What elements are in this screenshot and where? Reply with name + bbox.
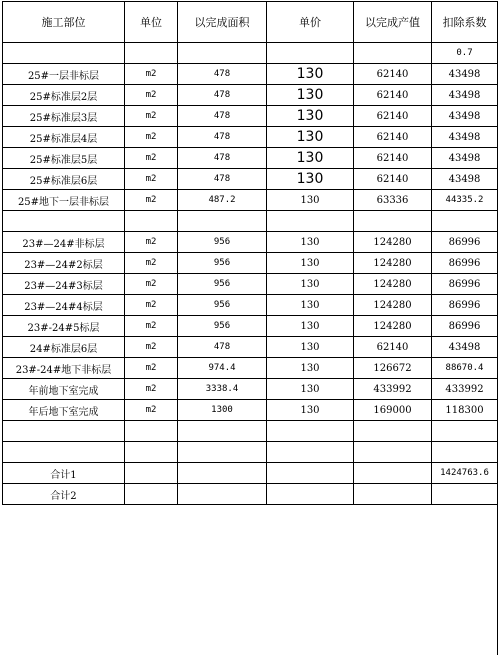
cell-deduct: 43498 — [432, 85, 498, 106]
cell-area: 1300 — [178, 400, 267, 421]
cell-price: 130 — [267, 337, 354, 358]
cell-deduct — [432, 211, 498, 232]
cell-deduct: 86996 — [432, 295, 498, 316]
cell-area — [178, 442, 267, 463]
table-row — [3, 442, 498, 463]
cell-price: 130 — [267, 316, 354, 337]
cell-deduct: 118300 — [432, 400, 498, 421]
cell — [354, 463, 432, 484]
header-unit: 单位 — [125, 2, 178, 43]
cell-area: 956 — [178, 295, 267, 316]
cell-unit: m2 — [125, 148, 178, 169]
cell-area: 478 — [178, 85, 267, 106]
table-row — [3, 316, 498, 337]
cell-unit: m2 — [125, 337, 178, 358]
cell-price: 130 — [267, 127, 354, 148]
cell-value: 62140 — [354, 169, 432, 190]
cell-value — [354, 211, 432, 232]
table-row — [3, 127, 498, 148]
cell-value: 62140 — [354, 64, 432, 85]
total-deduct: 1424763.6 — [432, 463, 498, 484]
header-price: 单价 — [267, 2, 354, 43]
cell-part: 23#—24#4标层 — [3, 295, 125, 316]
cell — [178, 484, 267, 505]
cell-unit: m2 — [125, 379, 178, 400]
cell-value: 63336 — [354, 190, 432, 211]
cell-unit: m2 — [125, 127, 178, 148]
cell-price: 130 — [267, 295, 354, 316]
table-row — [3, 337, 498, 358]
cell-area: 956 — [178, 316, 267, 337]
cell-value: 433992 — [354, 379, 432, 400]
total-label: 合计1 — [3, 463, 125, 484]
cell-area: 478 — [178, 106, 267, 127]
cell-price — [267, 211, 354, 232]
cell-price: 130 — [267, 253, 354, 274]
cell-value: 124280 — [354, 274, 432, 295]
cell-part: 25#标准层5层 — [3, 148, 125, 169]
cell-deduct: 43498 — [432, 64, 498, 85]
cell-unit: m2 — [125, 169, 178, 190]
table-row — [3, 211, 498, 232]
cell-unit: m2 — [125, 358, 178, 379]
cell-value: 124280 — [354, 316, 432, 337]
header-area: 以完成面积 — [178, 2, 267, 43]
cell-area: 478 — [178, 148, 267, 169]
cell-part: 25#地下一层非标层 — [3, 190, 125, 211]
cell-value: 62140 — [354, 127, 432, 148]
cell-value: 62140 — [354, 106, 432, 127]
total-deduct — [432, 484, 498, 505]
cell-deduct: 86996 — [432, 316, 498, 337]
cell-area: 478 — [178, 169, 267, 190]
cell-value: 62140 — [354, 85, 432, 106]
table-row — [3, 274, 498, 295]
cell-price: 130 — [267, 85, 354, 106]
table-row — [3, 358, 498, 379]
cell-price: 130 — [267, 274, 354, 295]
cell — [178, 43, 267, 64]
cell — [267, 484, 354, 505]
cell-part: 25#标准层2层 — [3, 85, 125, 106]
table-row — [3, 64, 498, 85]
cell — [125, 484, 178, 505]
cell — [267, 463, 354, 484]
cell-unit — [125, 442, 178, 463]
cell-price: 130 — [267, 148, 354, 169]
table-row — [3, 400, 498, 421]
cell-area: 956 — [178, 274, 267, 295]
cell — [3, 43, 125, 64]
table-row — [3, 85, 498, 106]
cell-part: 年前地下室完成 — [3, 379, 125, 400]
cell-value: 62140 — [354, 337, 432, 358]
cell-part — [3, 211, 125, 232]
cell-part: 25#一层非标层 — [3, 64, 125, 85]
cell-unit: m2 — [125, 295, 178, 316]
cell-price: 130 — [267, 190, 354, 211]
cell-unit — [125, 421, 178, 442]
cell-deduct: 44335.2 — [432, 190, 498, 211]
cell-part: 25#标准层4层 — [3, 127, 125, 148]
cell-price: 130 — [267, 379, 354, 400]
cell — [354, 43, 432, 64]
cell-unit: m2 — [125, 274, 178, 295]
cell-part — [3, 421, 125, 442]
cell-area: 478 — [178, 64, 267, 85]
cell-value: 126672 — [354, 358, 432, 379]
table-row — [3, 253, 498, 274]
sheet-edge-line — [497, 1, 498, 655]
table-row — [3, 169, 498, 190]
cell-value — [354, 442, 432, 463]
table-row — [3, 295, 498, 316]
cell-deduct: 88670.4 — [432, 358, 498, 379]
header-deduct: 扣除系数 — [432, 2, 498, 43]
cell-unit — [125, 211, 178, 232]
cell-area: 956 — [178, 232, 267, 253]
cell-price — [267, 442, 354, 463]
table-row — [3, 106, 498, 127]
header-part: 施工部位 — [3, 2, 125, 43]
cell-area: 3338.4 — [178, 379, 267, 400]
cell-unit: m2 — [125, 190, 178, 211]
cell-area: 974.4 — [178, 358, 267, 379]
cell-part: 24#标准层6层 — [3, 337, 125, 358]
cell — [125, 43, 178, 64]
cell-price: 130 — [267, 400, 354, 421]
total-row — [3, 463, 498, 484]
cell-deduct: 86996 — [432, 253, 498, 274]
table-row — [3, 190, 498, 211]
cell-price: 130 — [267, 169, 354, 190]
spreadsheet — [2, 1, 498, 505]
total-row — [3, 484, 498, 505]
coefficient-row — [3, 43, 498, 64]
cell-area: 478 — [178, 337, 267, 358]
cell-area: 478 — [178, 127, 267, 148]
deduct-coefficient: 0.7 — [432, 43, 498, 64]
cell-area: 487.2 — [178, 190, 267, 211]
cell-area: 956 — [178, 253, 267, 274]
cell-area — [178, 421, 267, 442]
cell-value: 124280 — [354, 232, 432, 253]
cell — [267, 43, 354, 64]
cell-deduct: 43498 — [432, 148, 498, 169]
cell-deduct — [432, 421, 498, 442]
cell-part: 23#-24#地下非标层 — [3, 358, 125, 379]
cell-part — [3, 442, 125, 463]
cell-price — [267, 421, 354, 442]
cell-deduct: 43498 — [432, 127, 498, 148]
cell-price: 130 — [267, 232, 354, 253]
cell-value: 124280 — [354, 253, 432, 274]
table-row — [3, 148, 498, 169]
cell-price: 130 — [267, 358, 354, 379]
cell-deduct: 43498 — [432, 169, 498, 190]
cell-value — [354, 421, 432, 442]
cell-part: 23#-24#5标层 — [3, 316, 125, 337]
cell-unit: m2 — [125, 400, 178, 421]
cell-unit: m2 — [125, 253, 178, 274]
cell-price: 130 — [267, 106, 354, 127]
cell-unit: m2 — [125, 85, 178, 106]
cell — [125, 463, 178, 484]
cell-part: 25#标准层3层 — [3, 106, 125, 127]
cell-part: 23#—24#3标层 — [3, 274, 125, 295]
cell-deduct: 43498 — [432, 106, 498, 127]
cell-unit: m2 — [125, 64, 178, 85]
table-row — [3, 421, 498, 442]
cell-deduct — [432, 442, 498, 463]
header-row — [3, 2, 498, 43]
cell-price: 130 — [267, 64, 354, 85]
cell-part: 23#—24#2标层 — [3, 253, 125, 274]
cell — [354, 484, 432, 505]
table-row — [3, 379, 498, 400]
cell-deduct: 43498 — [432, 337, 498, 358]
cell-deduct: 86996 — [432, 232, 498, 253]
cell-unit: m2 — [125, 316, 178, 337]
cell-part: 年后地下室完成 — [3, 400, 125, 421]
cell-part: 23#—24#非标层 — [3, 232, 125, 253]
cell-value: 124280 — [354, 295, 432, 316]
table-row — [3, 232, 498, 253]
cell-unit: m2 — [125, 232, 178, 253]
cell — [178, 463, 267, 484]
work-table — [2, 1, 498, 505]
cell-unit: m2 — [125, 106, 178, 127]
cell-deduct: 433992 — [432, 379, 498, 400]
cell-value: 62140 — [354, 148, 432, 169]
header-value: 以完成产值 — [354, 2, 432, 43]
total-label: 合计2 — [3, 484, 125, 505]
cell-value: 169000 — [354, 400, 432, 421]
cell-deduct: 86996 — [432, 274, 498, 295]
cell-part: 25#标准层6层 — [3, 169, 125, 190]
cell-area — [178, 211, 267, 232]
